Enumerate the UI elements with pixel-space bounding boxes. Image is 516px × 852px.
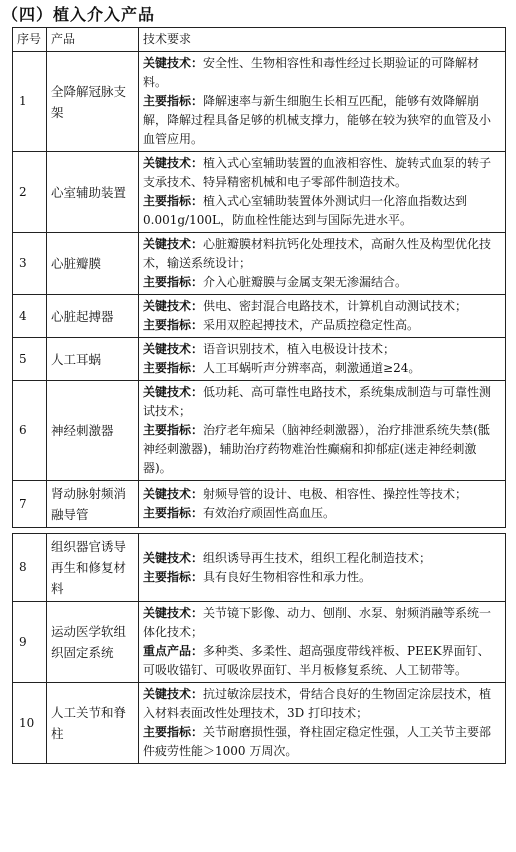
requirement-text: 降解速率与新生细胞生长相互匹配，能够有效降解崩解，降解过程具备足够的机械支撑力，能够在较为狭窄的血管及小血管应用。 xyxy=(143,94,492,146)
requirements-cell xyxy=(139,381,506,481)
requirement-label: 关键技术： xyxy=(143,487,204,501)
header-product: 产品 xyxy=(47,28,139,52)
table-row xyxy=(13,52,506,152)
requirement-item xyxy=(143,359,501,378)
requirement-label: 关键技术： xyxy=(143,299,204,313)
requirement-text: 人工耳蜗听声分辨率高，刺激通道≥24。 xyxy=(203,361,421,375)
requirement-text: 有效治疗顽固性高血压。 xyxy=(203,506,336,520)
requirements-cell xyxy=(139,52,506,152)
requirement-item xyxy=(143,568,501,587)
requirement-text: 关节耐磨损性强，脊柱固定稳定性强，人工关节主要部件疲劳性能＞1000 万周次。 xyxy=(143,725,492,758)
requirements-cell xyxy=(139,683,506,764)
table-row xyxy=(13,534,506,602)
table-row xyxy=(13,338,506,381)
requirement-item xyxy=(143,421,501,478)
requirement-text: 采用双腔起搏技术，产品质控稳定性高。 xyxy=(203,318,420,332)
row-number: 6 xyxy=(13,381,47,481)
requirement-label: 主要指标： xyxy=(143,423,204,437)
requirement-label: 关键技术： xyxy=(143,687,204,701)
requirements-cell xyxy=(139,534,506,602)
requirement-item xyxy=(143,340,501,359)
requirements-cell xyxy=(139,338,506,381)
table-row xyxy=(13,481,506,528)
product-name: 人工耳蜗 xyxy=(47,338,139,381)
requirement-text: 组织诱导再生技术，组织工程化制造技术； xyxy=(203,550,432,565)
product-name: 运动医学软组织固定系统 xyxy=(47,602,139,683)
requirement-label: 主要指标： xyxy=(143,569,204,584)
requirements-cell xyxy=(139,295,506,338)
header-requirements: 技术要求 xyxy=(139,28,506,52)
table-row xyxy=(13,152,506,233)
requirement-label: 关键技术： xyxy=(143,606,204,620)
requirement-label: 关键技术： xyxy=(143,237,204,251)
product-name: 全降解冠脉支架 xyxy=(47,52,139,152)
requirement-label: 主要指标： xyxy=(143,506,204,520)
requirement-text: 植入式心室辅助装置体外测试归一化溶血指数达到0.001g/100L，防血栓性能达到与国际先进水平。 xyxy=(143,194,468,227)
requirement-item xyxy=(143,92,501,149)
requirements-cell xyxy=(139,481,506,528)
requirement-text: 语音识别技术，植入电极设计技术； xyxy=(203,342,396,356)
table-row xyxy=(13,602,506,683)
product-table xyxy=(12,27,506,764)
requirement-item xyxy=(143,54,501,92)
requirement-text: 植入式心室辅助装置的血液相容性、旋转式血泵的转子支承技术、特异精密机械和电子零部件制造技术。 xyxy=(143,156,492,189)
requirement-item xyxy=(143,549,501,568)
row-number: 5 xyxy=(13,338,47,381)
table-header-row xyxy=(13,28,506,52)
requirement-item xyxy=(143,685,501,723)
requirement-item xyxy=(143,504,501,523)
product-name: 心脏起搏器 xyxy=(47,295,139,338)
requirement-item xyxy=(143,485,501,504)
requirement-label: 主要指标： xyxy=(143,194,204,208)
requirement-label: 关键技术： xyxy=(143,385,204,399)
product-name: 肾动脉射频消融导管 xyxy=(47,481,139,528)
requirement-label: 重点产品： xyxy=(143,644,204,658)
requirement-item xyxy=(143,154,501,192)
requirement-label: 主要指标： xyxy=(143,318,204,332)
requirement-text: 供电、密封混合电路技术，计算机自动测试技术； xyxy=(203,299,468,313)
section-title: （四）植入介入产品 xyxy=(2,5,156,24)
table-row xyxy=(13,233,506,295)
requirement-item xyxy=(143,723,501,761)
requirement-item xyxy=(143,192,501,230)
requirement-item xyxy=(143,642,501,680)
requirement-label: 主要指标： xyxy=(143,275,204,289)
requirement-text: 治疗老年痴呆（脑神经刺激器），治疗排泄系统失禁(骶神经刺激器)，辅助治疗药物难治性癫痫和抑郁症(迷走神经刺激器)。 xyxy=(143,423,490,475)
table-row xyxy=(13,683,506,764)
requirement-label: 主要指标： xyxy=(143,725,204,739)
requirements-cell xyxy=(139,233,506,295)
requirement-item xyxy=(143,316,501,335)
product-name: 人工关节和脊柱 xyxy=(47,683,139,764)
requirement-item xyxy=(143,273,501,292)
requirement-text: 低功耗、高可靠性电路技术，系统集成制造与可靠性测试技术； xyxy=(143,385,492,418)
product-name: 组织器官诱导再生和修复材料 xyxy=(47,534,139,602)
table-row xyxy=(13,381,506,481)
requirement-text: 心脏瓣膜材料抗钙化处理技术，高耐久性及构型优化技术，输送系统设计； xyxy=(143,237,492,270)
requirements-cell xyxy=(139,602,506,683)
requirement-item xyxy=(143,383,501,421)
requirement-text: 关节镜下影像、动力、刨削、水泵、射频消融等系统一体化技术； xyxy=(143,606,492,639)
row-number: 1 xyxy=(13,52,47,152)
product-name: 心脏瓣膜 xyxy=(47,233,139,295)
requirement-label: 关键技术： xyxy=(143,342,204,356)
row-number: 2 xyxy=(13,152,47,233)
header-no: 序号 xyxy=(13,28,47,52)
product-name: 心室辅助装置 xyxy=(47,152,139,233)
requirement-label: 主要指标： xyxy=(143,361,204,375)
requirement-label: 关键技术： xyxy=(143,550,204,565)
requirement-label: 主要指标： xyxy=(143,94,204,108)
requirements-cell xyxy=(139,152,506,233)
requirement-item xyxy=(143,235,501,273)
row-number: 9 xyxy=(13,602,47,683)
requirement-item xyxy=(143,604,501,642)
requirement-label: 关键技术： xyxy=(143,56,204,70)
requirement-text: 介入心脏瓣膜与金属支架无渗漏结合。 xyxy=(203,275,408,289)
row-number: 10 xyxy=(13,683,47,764)
requirement-text: 多种类、多柔性、超高强度带线袢板、PEEK界面钉、可吸收锚钉、可吸收界面钉、半月板修复系统、人工韧带等。 xyxy=(143,644,490,677)
requirement-text: 安全性、生物相容性和毒性经过长期验证的可降解材料。 xyxy=(143,56,480,89)
requirement-item xyxy=(143,297,501,316)
product-name: 神经刺激器 xyxy=(47,381,139,481)
row-number: 3 xyxy=(13,233,47,295)
row-number: 7 xyxy=(13,481,47,528)
requirement-label: 关键技术： xyxy=(143,156,204,170)
requirement-text: 具有良好生物相容性和承力性。 xyxy=(203,569,372,584)
row-number: 8 xyxy=(13,534,47,602)
requirement-text: 射频导管的设计、电极、相容性、操控性等技术； xyxy=(203,487,468,501)
row-number: 4 xyxy=(13,295,47,338)
table-row xyxy=(13,295,506,338)
requirement-text: 抗过敏涂层技术，骨结合良好的生物固定涂层技术，植入材料表面改性处理技术，3D 打印技术； xyxy=(143,687,492,720)
